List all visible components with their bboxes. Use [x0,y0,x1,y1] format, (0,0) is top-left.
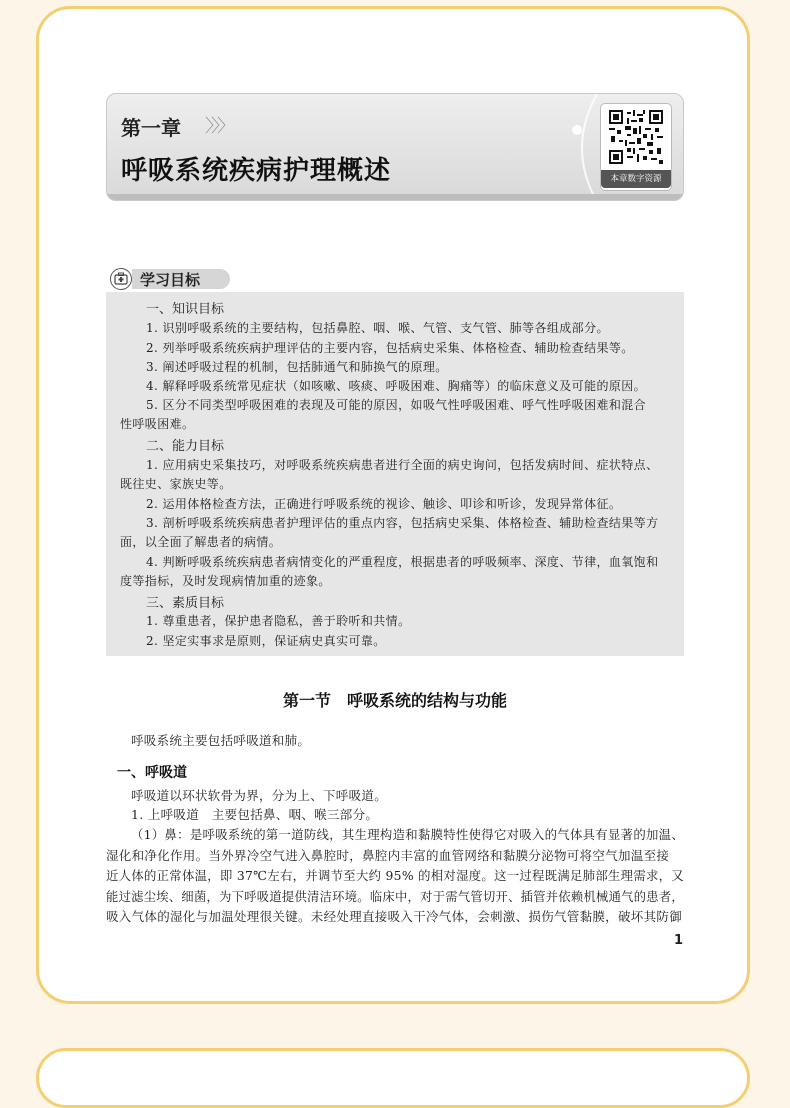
qr-code-icon [609,110,663,164]
objective-heading: 二、能力目标 [146,439,225,454]
objective-line: 1. 尊重患者，保护患者隐私，善于聆听和共情。 [146,614,411,628]
objective-line: 4. 判断呼吸系统疾病患者病情变化的严重程度，根据患者的呼吸频率、深度、节律，血氧饱和 [146,555,659,569]
body-line: 湿化和净化作用。当外界冷空气进入鼻腔时，鼻腔内丰富的血管网络和黏膜分泌物可将空气加温至接 [106,848,670,863]
qr-code[interactable] [601,104,671,190]
objective-line: 3. 剖析呼吸系统疾病患者护理评估的重点内容，包括病史采集、体格检查、辅助检查结果等方 [146,516,659,530]
objective-line: 2. 运用体格检查方法，正确进行呼吸系统的视诊、触诊、叩诊和听诊，发现异常体征。 [146,497,622,511]
intro-paragraph: 呼吸系统主要包括呼吸道和肺。 [131,733,311,748]
first-aid-kit-icon [110,268,132,290]
body-line: 近人体的正常体温，即 37℃左右，并调节至大约 95% 的相对湿度。这一过程既满足肺部生理需求，又 [106,868,684,883]
subsection-heading: 一、呼吸道 [117,765,187,781]
objective-line: 1. 应用病史采集技巧，对呼吸系统疾病患者进行全面的病史询问，包括发病时间、症状特点、 [146,458,659,472]
objective-heading: 三、素质目标 [146,596,225,611]
header-shadow [107,194,683,200]
objectives-header [106,266,684,292]
body-line: 吸入气体的湿化与加温处理很关键。未经处理直接吸入干冷气体，会刺激、损伤气管黏膜，破坏其防御 [106,909,683,924]
chapter-title: 呼吸系统疾病护理概述 [121,156,392,186]
objective-line: 4. 解释呼吸系统常见症状（如咳嗽、咳痰、呼吸困难、胸痛等）的临床意义及可能的原因。 [146,379,647,393]
objective-heading: 一、知识目标 [146,302,225,317]
next-page-card [36,1048,750,1108]
chapter-header [106,93,684,201]
objective-line: 面，以全面了解患者的病情。 [120,535,282,549]
qr-caption: 本章数字资源 [601,170,671,188]
body-line: 能过滤尘埃、细菌，为下呼吸道提供清洁环境。临床中，对于需气管切开、插管并依赖机械通气的患者， [106,889,684,904]
chevron-right-icon: 〉〉〉 [205,116,232,137]
objective-line: 2. 坚定实事求是原则，保证病史真实可靠。 [146,634,386,648]
page-number: 1 [674,933,684,948]
chapter-label: 第一章 [121,116,181,140]
objective-line: 1. 识别呼吸系统的主要结构，包括鼻腔、咽、喉、气管、支气管、肺等各组成部分。 [146,321,609,335]
objective-line: 性呼吸困难。 [120,417,195,431]
objective-line: 5. 区分不同类型呼吸困难的表现及可能的原因，如吸气性呼吸困难、呼气性呼吸困难和混合 [146,398,647,412]
objectives-title: 学习目标 [140,271,201,289]
objective-line: 度等指标，及时发现病情加重的迹象。 [120,574,331,588]
body-line: 1. 上呼吸道 主要包括鼻、咽、喉三部分。 [131,807,379,822]
body-line: 呼吸道以环状软骨为界，分为上、下呼吸道。 [131,788,388,803]
objective-line: 3. 阐述呼吸过程的机制，包括肺通气和肺换气的原理。 [146,360,448,374]
body-line: （1）鼻：是呼吸系统的第一道防线，其生理构造和黏膜特性使得它对吸入的气体具有显著的加温、 [131,827,684,842]
objective-line: 2. 列举呼吸系统疾病护理评估的主要内容，包括病史采集、体格检查、辅助检查结果等。 [146,341,634,355]
objectives-box [106,292,684,656]
section-title: 第一节 呼吸系统的结构与功能 [282,691,507,710]
objective-line: 既往史、家族史等。 [120,477,232,491]
